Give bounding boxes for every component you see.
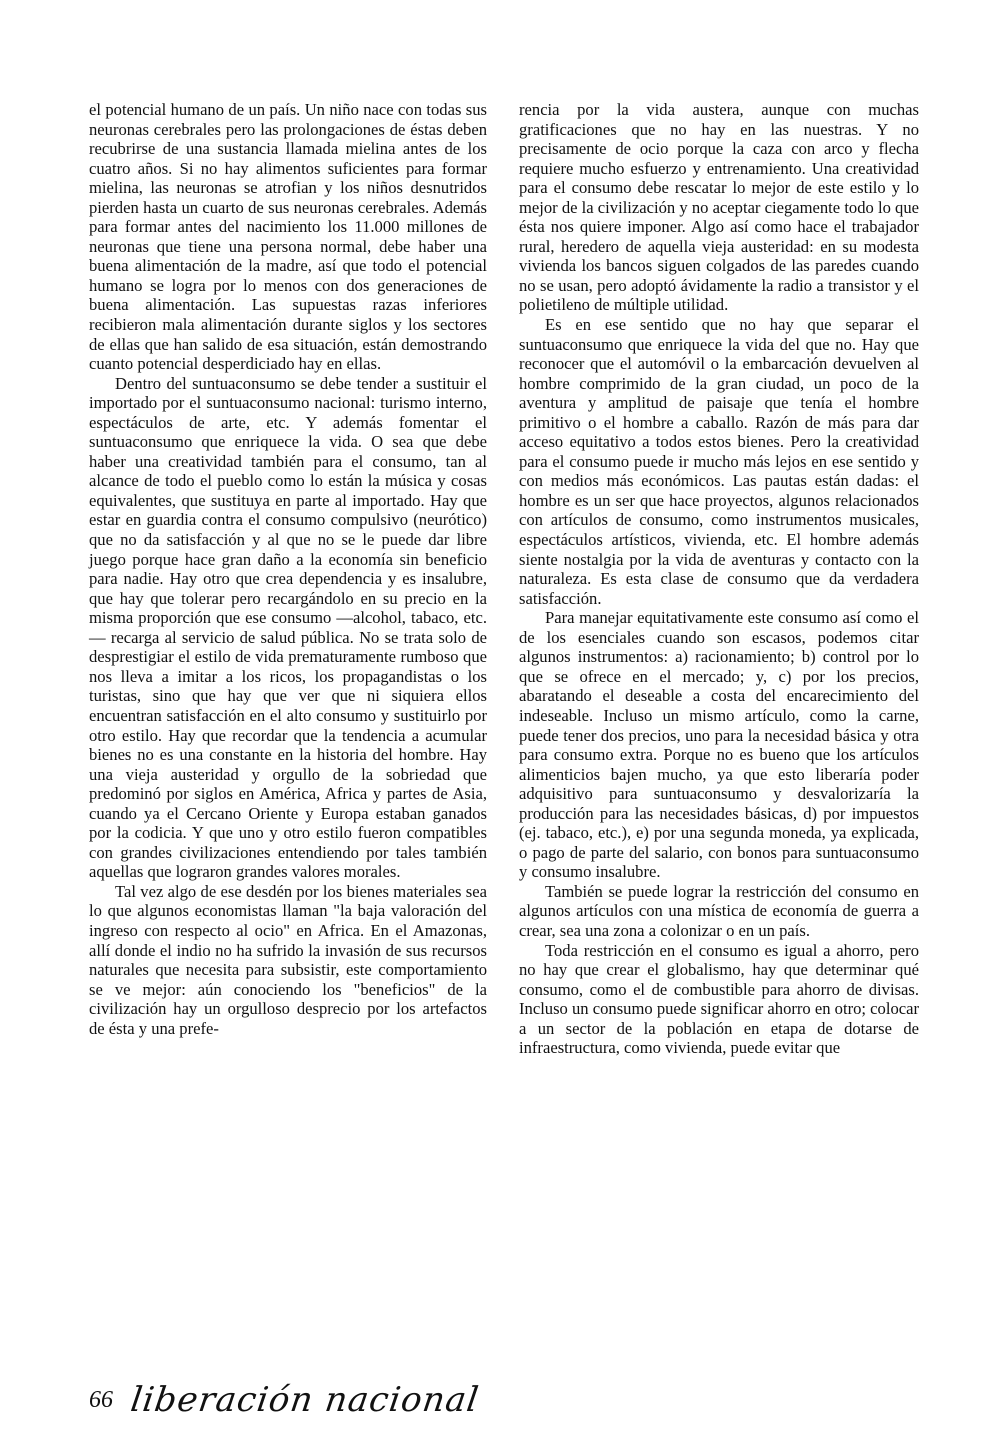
paragraph: Tal vez algo de ese desdén por los bienes materiales sea lo que algunos economistas llaman "la baja valoración del ingreso con respecto al ocio" en Africa. En el Amazonas, allí donde el indio no ha sufrido la invasión de sus recursos naturales que necesita para subsistir, este comportamiento se ve mejor: aún conociendo los "beneficios" de la civilización hay un orgulloso desprecio por los artefactos de ésta y una prefe-: [89, 881, 487, 1038]
paragraph: Dentro del suntuaconsumo se debe tender a sustituir el importado por el suntuaconsumo nacional: turismo interno, espectáculos de arte, etc. Y además fomentar el suntuaconsumo que enriquece la vida. O sea que debe haber una creatividad también para el consumo, tan al alcance de todo el pueblo como lo están la música y cosas equivalentes, que sustituya en parte al importado. Hay que estar en guardia contra el consumo compulsivo (neurótico) que no da satisfacción y al que no se le puede dar libre juego porque hace gran daño a la economía sin beneficio para nadie. Hay otro que crea dependencia y es insalubre, que hay que tolerar pero recargándolo en su precio en la misma proporción que ese consumo —alcohol, tabaco, etc.— recarga al servicio de salud pública. No se trata solo de desprestigiar el estilo de vida prematuramente rumboso que nos lleva a imitar a los ricos, los propagandistas o los turistas, sino que hay que ver que ni siquiera ellos encuentran satisfacción en el alto consumo y sustituirlo por otro estilo. Hay que recordar que la tendencia a acumular bienes no es una constante en la historia del hombre. Hay una vieja austeridad y orgullo de la sobriedad que predominó por siglos en América, Africa y partes de Asia, cuando ya el Cercano Oriente y Europa estaban ganados por la codicia. Y que uno y otro estilo fueron compatibles con grandes civilizaciones entendiendo por tales también aquellas que lograron grandes valores morales.: [89, 373, 487, 882]
page-footer: [89, 1370, 509, 1430]
paragraph: rencia por la vida austera, aunque con muchas gratificaciones que no hay en las nuestras. Y no precisamente de ocio porque la caza con arco y flecha requiere mucho esfuerzo y entrenamiento. Una creatividad para el consumo debe rescatar lo mejor de este estilo y lo mejor de la civilización y no aceptar ciegamente todo lo que ésta nos quiere imponer. Algo así como hace el trabajador rural, heredero de aquella vieja austeridad: en su modesta vivienda los bancos siguen colgados de las paredes cuando no se usan, pero adoptó ávidamente la radio a transistor y el polietileno de múltiple utilidad.: [519, 100, 919, 315]
paragraph: Toda restricción en el consumo es igual a ahorro, pero no hay que crear el globalismo, hay que determinar qué consumo, como el de combustible para ahorro de divisas. Incluso un consumo puede significar ahorro en otro; colocar a un sector de la población en etapa de dotarse de infraestructura, como vivienda, puede evitar que: [519, 940, 919, 1058]
paragraph: el potencial humano de un país. Un niño nace con todas sus neuronas cerebrales pero las prolongaciones de éstas deben recubrirse de una sustancia llamada mielina antes de los cuatro años. Si no hay alimentos suficientes para formar mielina, las neuronas se atrofian y los niños desnutridos pierden hasta un cuarto de sus neuronas cerebrales. Además para formar antes del nacimiento los 11.000 millones de neuronas que tiene una persona normal, debe haber una buena alimentación de la madre, así que todo el potencial humano se logra por lo menos con dos generaciones de buena alimentación. Las supuestas razas inferiores recibieron mala alimentación durante siglos y los sectores de ellas que han salido de esa situación, están demostrando cuanto potencial desperdiciado hay en ellas.: [89, 100, 487, 374]
paragraph: También se puede lograr la restricción del consumo en algunos artículos con una mística de economía de guerra a crear, sea una zona a colonizar o en un país.: [519, 881, 919, 940]
left-column: [89, 100, 487, 1038]
masthead-logo: liberación nacional: [128, 1380, 482, 1420]
right-column: [519, 100, 919, 1058]
page-number: 66: [89, 1386, 113, 1413]
paragraph: Para manejar equitativamente este consumo así como el de los esenciales cuando son escasos, podemos citar algunos instrumentos: a) racionamiento; b) control por lo que se ofrece en el mercado; y, c) por los precios, abaratando el deseable a costa del encarecimiento del indeseable. Incluso un mismo artículo, como la carne, puede tener dos precios, uno para la necesidad básica y otra para consumo extra. Porque no es bueno que los artículos alimenticios bajen mucho, ya que esto liberaría poder adquisitivo para suntuaconsumo y desvalorizaría la producción para las necesidades básicas, d) por impuestos (ej. tabaco, etc.), e) por una segunda moneda, ya explicada, o pago de parte del salario, con bonos para suntuaconsumo y consumo insalubre.: [519, 608, 919, 882]
paragraph: Es en ese sentido que no hay que separar el suntuaconsumo que enriquece la vida del que no. Hay que reconocer que el automóvil o la embarcación devuelven al hombre comprimido de la gran ciudad, un poco de la aventura y amplitud de paisaje que tenía el hombre primitivo o el hombre a caballo. Razón de más para dar acceso equitativo a todos estos bienes. Pero la creatividad para el consumo puede ir mucho más lejos en ese sentido y con medios más económicos. Las pautas están dadas: el hombre es un ser que hace proyectos, algunos relacionados con artículos de consumo, como instrumentos musicales, espectáculos artísticos, vivienda, etc. El hombre además siente nostalgia por la vida de aventuras y contacto con la naturaleza. Es esta clase de consumo que da verdadera satisfacción.: [519, 315, 919, 608]
